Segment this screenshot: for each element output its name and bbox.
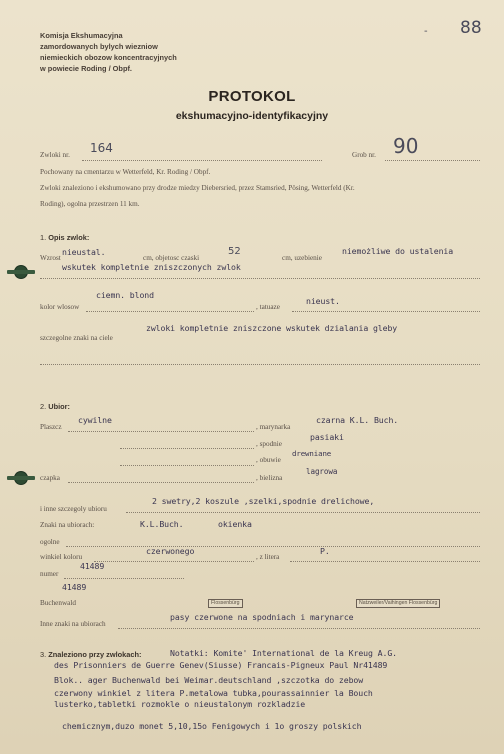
wzrost-value: nieustal. [62, 247, 106, 257]
section-2-title: Ubior: [48, 402, 70, 411]
inne-ubior-value: 2 swetry,2 koszule ,szelki,spodnie drelichowe, [152, 496, 375, 506]
inne-ubior-label: i inne szczegoly ubioru [40, 505, 107, 513]
section-1-heading [40, 233, 89, 242]
znaleziono-line-2: des Prisonniers de Guerre Genev(Siusse) Francais-Pigneux Paul Nr41489 [54, 660, 388, 670]
inne-znaki-value: pasy czerwone na spodniach i marynarce [170, 612, 354, 622]
grob-label: Grob nr. [352, 151, 376, 159]
section-1-title: Opis zwlok: [48, 233, 90, 242]
tatuaze-value: nieust. [306, 296, 340, 306]
znaleziono-line-3: Blok.. ager Buchenwald bei Weimar.deutschland ,szczotka do zebow [54, 675, 364, 685]
uzebienie-value: niemożliwe do ustalenia [342, 246, 454, 256]
znaleziono-line-1: Notatki: Komite' International de la Kreug A.G. [170, 648, 397, 658]
znaki-ciala-label: szczegolne znaki na ciele [40, 334, 113, 342]
document-title: PROTOKOL [208, 88, 296, 105]
kolor-label: kolor wlosow [40, 303, 80, 311]
marynarka-label: , marynarka [256, 423, 291, 431]
header-line-4: w powiecie Roding / Obpf. [40, 64, 132, 73]
litera-value: P. [320, 546, 330, 556]
buchenwald-label: Buchenwald [40, 599, 76, 607]
znaki-ciala-value: zwloki kompletnie zniszczone wskutek dzialania gleby [146, 323, 398, 333]
opis-line-2: wskutek kompletnie zniszczonych zwlok [62, 262, 241, 272]
zwloki-value: 164 [90, 141, 113, 155]
znaleziono-line-6: chemicznym,duzo monet 5,10,15o Fenigowych i 1o groszy polskich [62, 721, 362, 731]
znaki-ubior-label: Znaki na ubiorach: [40, 521, 95, 529]
winkiel-value: czerwonego [146, 546, 195, 556]
znaleziono-line-5: lusterko,tabletki rozmokle o nieustalonym rozkladzie [54, 699, 306, 709]
bielizna-value: lagrowa [306, 467, 338, 476]
znaki-ubior-value: K.L.Buch. [140, 519, 184, 529]
tatuaze-label: , tatuaze [256, 303, 280, 311]
punch-hole-1 [15, 266, 27, 278]
czaska-value: 52 [228, 246, 241, 257]
section-2-heading [40, 402, 70, 411]
stamp-flossenburg: Flossenbürg [208, 599, 243, 608]
grob-value: 90 [393, 134, 419, 158]
section-2-number: 2. [40, 402, 47, 411]
wzrost-label: Wzrost [40, 254, 61, 262]
plaszcz-value: cywilne [78, 415, 112, 425]
intro-line-1: Pochowany na cmentarzu w Wetterfeld, Kr. Roding / Obpf. [40, 168, 211, 176]
page-number: 88 [460, 18, 482, 38]
document-subtitle: ekshumacyjno-identyfikacyjny [175, 110, 329, 122]
section-3-title: Znaleziono przy zwlokach: [48, 650, 142, 659]
obuwie-label: , obuwie [256, 456, 281, 464]
plaszcz-label: Plaszcz [40, 423, 62, 431]
section-1-number: 1. [40, 233, 47, 242]
stamp-natzweiler: Natzweiler/Vaihingen Flossenbürg [356, 599, 440, 608]
punch-hole-2 [15, 472, 27, 484]
header-line-2: zamordowanych bylych wiezniow [40, 42, 158, 51]
bielizna-label: , bielizna [256, 474, 283, 482]
ogolne-label: ogolne [40, 538, 60, 546]
okienka-value: okienka [218, 519, 252, 529]
corner-mark: - [424, 26, 428, 37]
spodnie-label: , spodnie [256, 440, 282, 448]
kolor-value: ciemn. blond [96, 290, 154, 300]
section-3-number: 3. [40, 650, 47, 659]
zwloki-label: Zwloki nr. [40, 151, 70, 159]
znaleziono-line-4: czerwony winkiel z litera P.metalowa tubka,pourassainnier la Bouch [54, 688, 373, 698]
winkiel-label: winkiel koloru [40, 553, 83, 561]
czaska-label: cm, objetosc czaski [143, 254, 200, 262]
litera-label: , z litera [256, 553, 280, 561]
intro-line-2: Zwloki znaleziono i ekshumowano przy drodze miedzy Diebersried, przez Stamsried, Pösing, Wetterfeld (Kr. [40, 184, 355, 192]
section-3-heading [40, 650, 141, 659]
numer-label: numer [40, 570, 59, 578]
uzebienie-label: cm, uzebienie [282, 254, 322, 262]
inne-znaki-label: Inne znaki na ubiorach [40, 620, 106, 628]
intro-line-3: Roding), ogolna przestrzen 11 km. [40, 200, 140, 208]
header-line-1: Komisja Ekshumacyjna [40, 31, 123, 40]
numer-value: 41489 [80, 561, 105, 571]
czapka-label: czapka [40, 474, 60, 482]
obuwie-value: drewniane [292, 449, 332, 458]
numer-value-2: 41489 [62, 582, 87, 592]
header-line-3: niemieckich obozow koncentracyjnych [40, 53, 177, 62]
spodnie-value: pasiaki [310, 432, 344, 442]
marynarka-value: czarna K.L. Buch. [316, 415, 399, 425]
